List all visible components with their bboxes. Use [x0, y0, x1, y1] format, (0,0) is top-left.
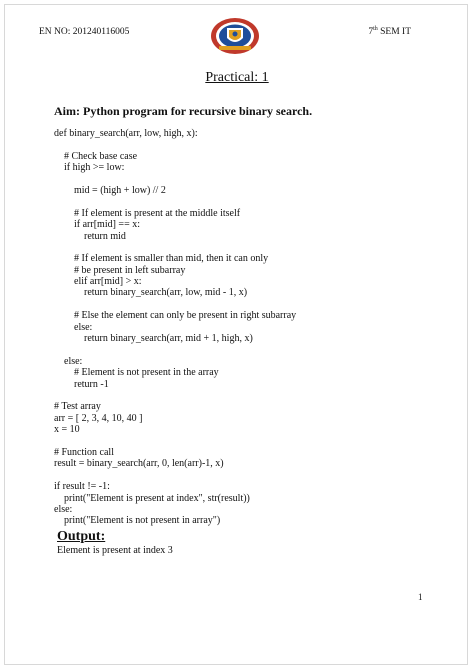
code-line: # Function call [54, 446, 114, 458]
code-line: # Else the element can only be present in right subarray [54, 310, 297, 322]
code-line: arr = [ 2, 3, 4, 10, 40 ] [54, 412, 143, 424]
semester-suffix: th [373, 26, 378, 32]
code-line: return binary_search(arr, mid + 1, high, x) [54, 333, 253, 345]
output-text: Element is present at index 3 [57, 545, 173, 556]
code-line [54, 139, 296, 150]
code-line: return binary_search(arr, low, mid - 1, x) [54, 287, 248, 299]
code-line [54, 436, 296, 447]
page-number: 1 [418, 592, 423, 602]
code-line [54, 344, 296, 355]
code-block [54, 128, 296, 527]
code-line [54, 174, 296, 185]
code-line: # Test array [54, 401, 101, 413]
semester-text: SEM IT [377, 27, 411, 37]
code-line: return mid [54, 230, 126, 242]
code-line: if high >= low: [54, 162, 125, 174]
code-line: # Element is not present in the array [54, 367, 219, 379]
code-line: def binary_search(arr, low, high, x): [54, 128, 198, 139]
code-line: mid = (high + low) // 2 [54, 184, 166, 196]
code-line: if result != -1: [54, 481, 110, 493]
code-line: x = 10 [54, 424, 80, 436]
code-line: # be present in left subarray [54, 264, 186, 276]
code-line: result = binary_search(arr, 0, len(arr)-1, x) [54, 458, 224, 470]
code-line [54, 196, 296, 207]
code-line: # Check base case [54, 150, 138, 162]
code-line [54, 470, 296, 481]
code-line: print("Element is not present in array") [54, 515, 221, 527]
practical-title: Practical: 1 [205, 70, 269, 85]
code-line: else: [54, 355, 83, 367]
code-line [54, 242, 296, 253]
aim-heading: Aim: Python program for recursive binary search. [54, 104, 313, 118]
semester-number: 7 [368, 27, 374, 37]
code-line: # If element is smaller than mid, then it can only [54, 253, 269, 265]
code-line: if arr[mid] == x: [54, 219, 140, 231]
code-line [54, 390, 296, 401]
code-line: elif arr[mid] > x: [54, 276, 142, 288]
college-crest-logo-icon [209, 16, 261, 56]
code-line [54, 299, 296, 310]
enrollment-number: EN NO: 201240116005 [39, 27, 130, 37]
semester-label [368, 27, 411, 37]
code-line: # If element is present at the middle itself [54, 207, 241, 219]
code-line: else: [54, 321, 93, 333]
output-heading: Output: [57, 529, 106, 544]
code-line: else: [54, 503, 73, 515]
code-line: print("Element is present at index", str(result)) [54, 492, 250, 504]
code-line: return -1 [54, 378, 109, 390]
